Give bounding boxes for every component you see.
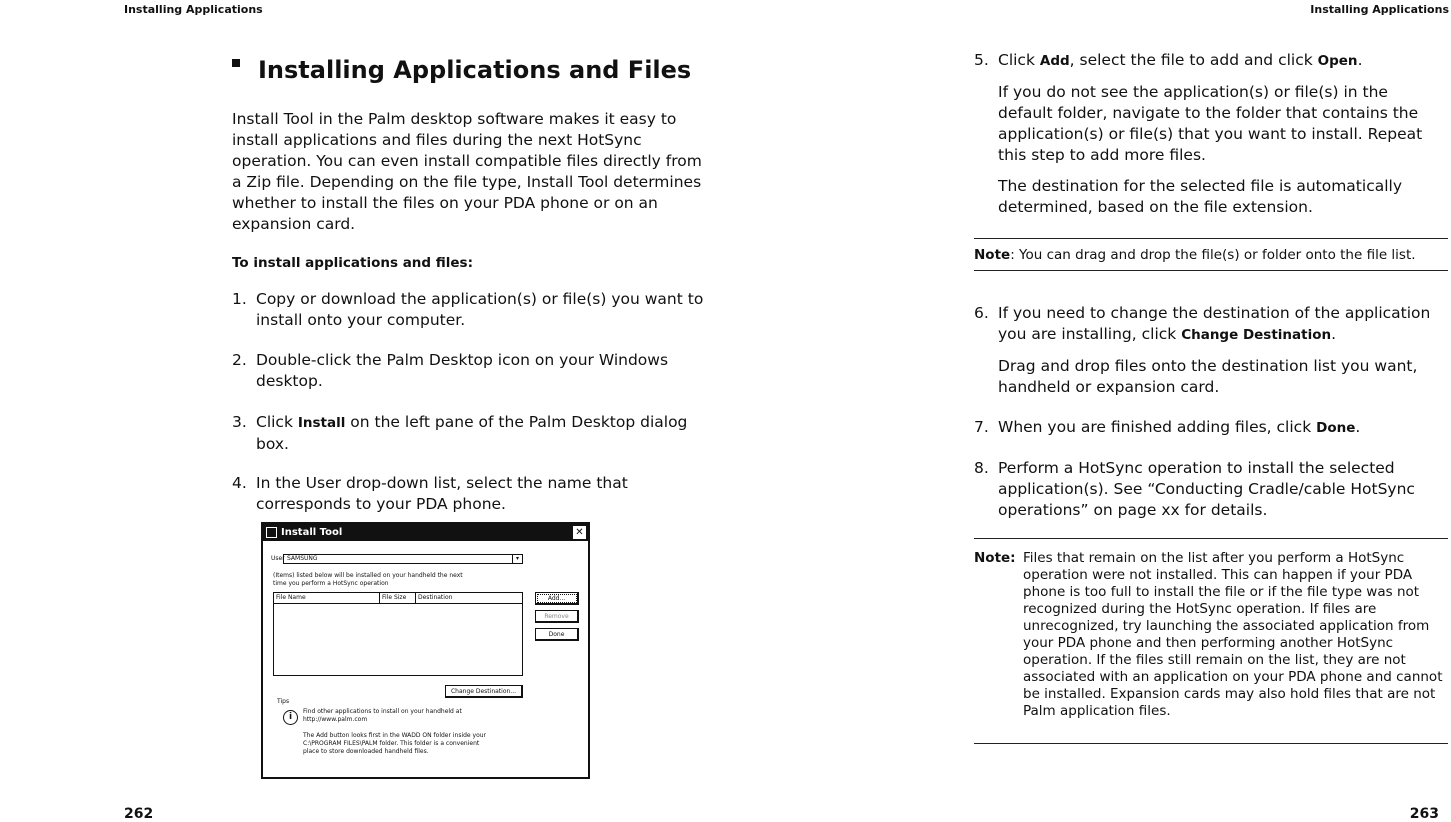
step-4 [232, 473, 712, 515]
column-file-size[interactable]: File Size [380, 593, 416, 603]
keyword-open: Open [1317, 53, 1358, 69]
step-1 [232, 289, 712, 331]
note-label: Note: [974, 550, 1016, 566]
step-number: 5. [974, 51, 989, 69]
step-3 [232, 412, 712, 455]
done-button[interactable]: Done [535, 628, 579, 641]
step-text: Perform a HotSync operation to install the selected application(s). See “Conducting Cradle/cable HotSync operations” on page xx for details. [998, 459, 1415, 519]
step-number: 6. [974, 304, 989, 322]
user-dropdown[interactable] [283, 554, 523, 564]
close-icon[interactable]: ✕ [573, 526, 586, 539]
step-text: In the User drop-down list, select the name that corresponds to your PDA phone. [256, 474, 628, 513]
note-divider-top [974, 238, 1448, 239]
add-button[interactable]: Add... [535, 592, 579, 605]
note-divider-bottom [974, 270, 1448, 271]
keyword-change-destination: Change Destination [1181, 327, 1332, 343]
file-list-header [274, 593, 522, 604]
change-destination-button[interactable]: Change Destination... [445, 685, 523, 698]
column-file-name[interactable]: File Name [274, 593, 380, 603]
step-5-detail: If you do not see the application(s) or file(s) in the default folder, navigate to the folder that contains the application(s) or file(s) that you want to install. Repeat this step to add more files. [998, 83, 1423, 164]
step-2 [232, 350, 712, 392]
step-text: When you are finished adding files, click Done. [998, 418, 1361, 436]
step-6-detail: Drag and drop files onto the destination list you want, handheld or expansion card. [998, 357, 1418, 396]
user-value: SAMSUNG [287, 555, 318, 562]
step-text: If you need to change the destination of the application you are installing, click Change Destination. [998, 304, 1431, 343]
step-text: Click Add, select the file to add and click Open. [998, 51, 1363, 69]
step-5-destination-detail: The destination for the selected file is automatically determined, based on the file extension. [998, 177, 1402, 216]
tip-1-line-1: Find other applications to install on your handheld at [303, 708, 462, 715]
page-title [232, 56, 691, 84]
note-label: Note [974, 247, 1011, 263]
page-number-left: 262 [124, 806, 154, 822]
note-hotsync-leftover [974, 550, 1450, 720]
step-number: 4. [232, 474, 247, 492]
note2-divider-top [974, 538, 1448, 539]
tip-2-line-2: C:\PROGRAM FILES\PALM folder. This folder is a convenient [303, 740, 480, 747]
file-list[interactable] [273, 592, 523, 676]
square-bullet-icon [232, 59, 240, 67]
tip-2-line-1: The Add button looks first in the WADD ON folder inside your [303, 732, 487, 739]
intro-paragraph: Install Tool in the Palm desktop software makes it easy to install applications and files during the next HotSync operation. You can even install compatible files directly from a Zip file. Depending on the file type, Install Tool determines whether to install the files on your PDA phone or on an expansion card. [232, 110, 702, 233]
install-tool-dialog [261, 522, 590, 779]
step-text: Double-click the Palm Desktop icon on your Windows desktop. [256, 351, 669, 390]
step-number: 7. [974, 418, 989, 436]
keyword-install: Install [297, 415, 346, 431]
page-title-text: Installing Applications and Files [258, 56, 692, 84]
step-5 [974, 50, 1446, 218]
step-number: 3. [232, 413, 247, 431]
info-icon: i [283, 710, 298, 725]
step-text: Click Install on the left pane of the Palm Desktop dialog box. [256, 413, 688, 453]
list-caption-1: (Items) listed below will be installed on your handheld the next [273, 572, 463, 579]
tips-label: Tips [277, 698, 290, 705]
step-number: 8. [974, 459, 989, 477]
running-header-right: Installing Applications [1310, 3, 1449, 16]
step-6 [974, 303, 1446, 398]
tip-1-line-2[interactable]: http://www.palm.com [303, 716, 368, 723]
note-drag-drop [974, 247, 1450, 264]
procedure-heading: To install applications and files: [232, 255, 473, 271]
app-icon [266, 527, 277, 538]
step-number: 1. [232, 290, 247, 308]
note-text: Files that remain on the list after you perform a HotSync operation were not installed. This can happen if your PDA phone is too full to install the file or if the file type was not recognized during the HotSync operation. If files are unrecognized, try launching the associated application from your PDA phone and then performing another HotSync operation. If the files still remain on the list, they are not associated with an application on your PDA phone and cannot be installed. Expansion cards may also hold files that are not Palm application files. [1023, 550, 1443, 719]
column-destination[interactable]: Destination [418, 594, 453, 601]
page-number-right: 263 [1409, 806, 1439, 822]
remove-button[interactable]: Remove [535, 610, 579, 623]
dialog-title: Install Tool [281, 527, 343, 538]
keyword-add: Add [1039, 53, 1070, 69]
step-7 [974, 417, 1446, 439]
list-caption-2: time you perform a HotSync operation [273, 580, 389, 587]
running-header-left: Installing Applications [124, 3, 263, 16]
step-number: 2. [232, 351, 247, 369]
user-label: User [271, 555, 285, 562]
chevron-down-icon[interactable]: ▾ [512, 555, 522, 563]
keyword-done: Done [1316, 420, 1356, 436]
tip-2-line-3: place to store downloaded handheld files. [303, 748, 429, 755]
step-8 [974, 458, 1446, 521]
note-text: : You can drag and drop the file(s) or folder onto the file list. [1010, 247, 1416, 263]
step-text: Copy or download the application(s) or file(s) you want to install onto your computer. [256, 290, 704, 329]
dialog-title-bar [263, 524, 588, 541]
note2-divider-bottom [974, 743, 1448, 744]
